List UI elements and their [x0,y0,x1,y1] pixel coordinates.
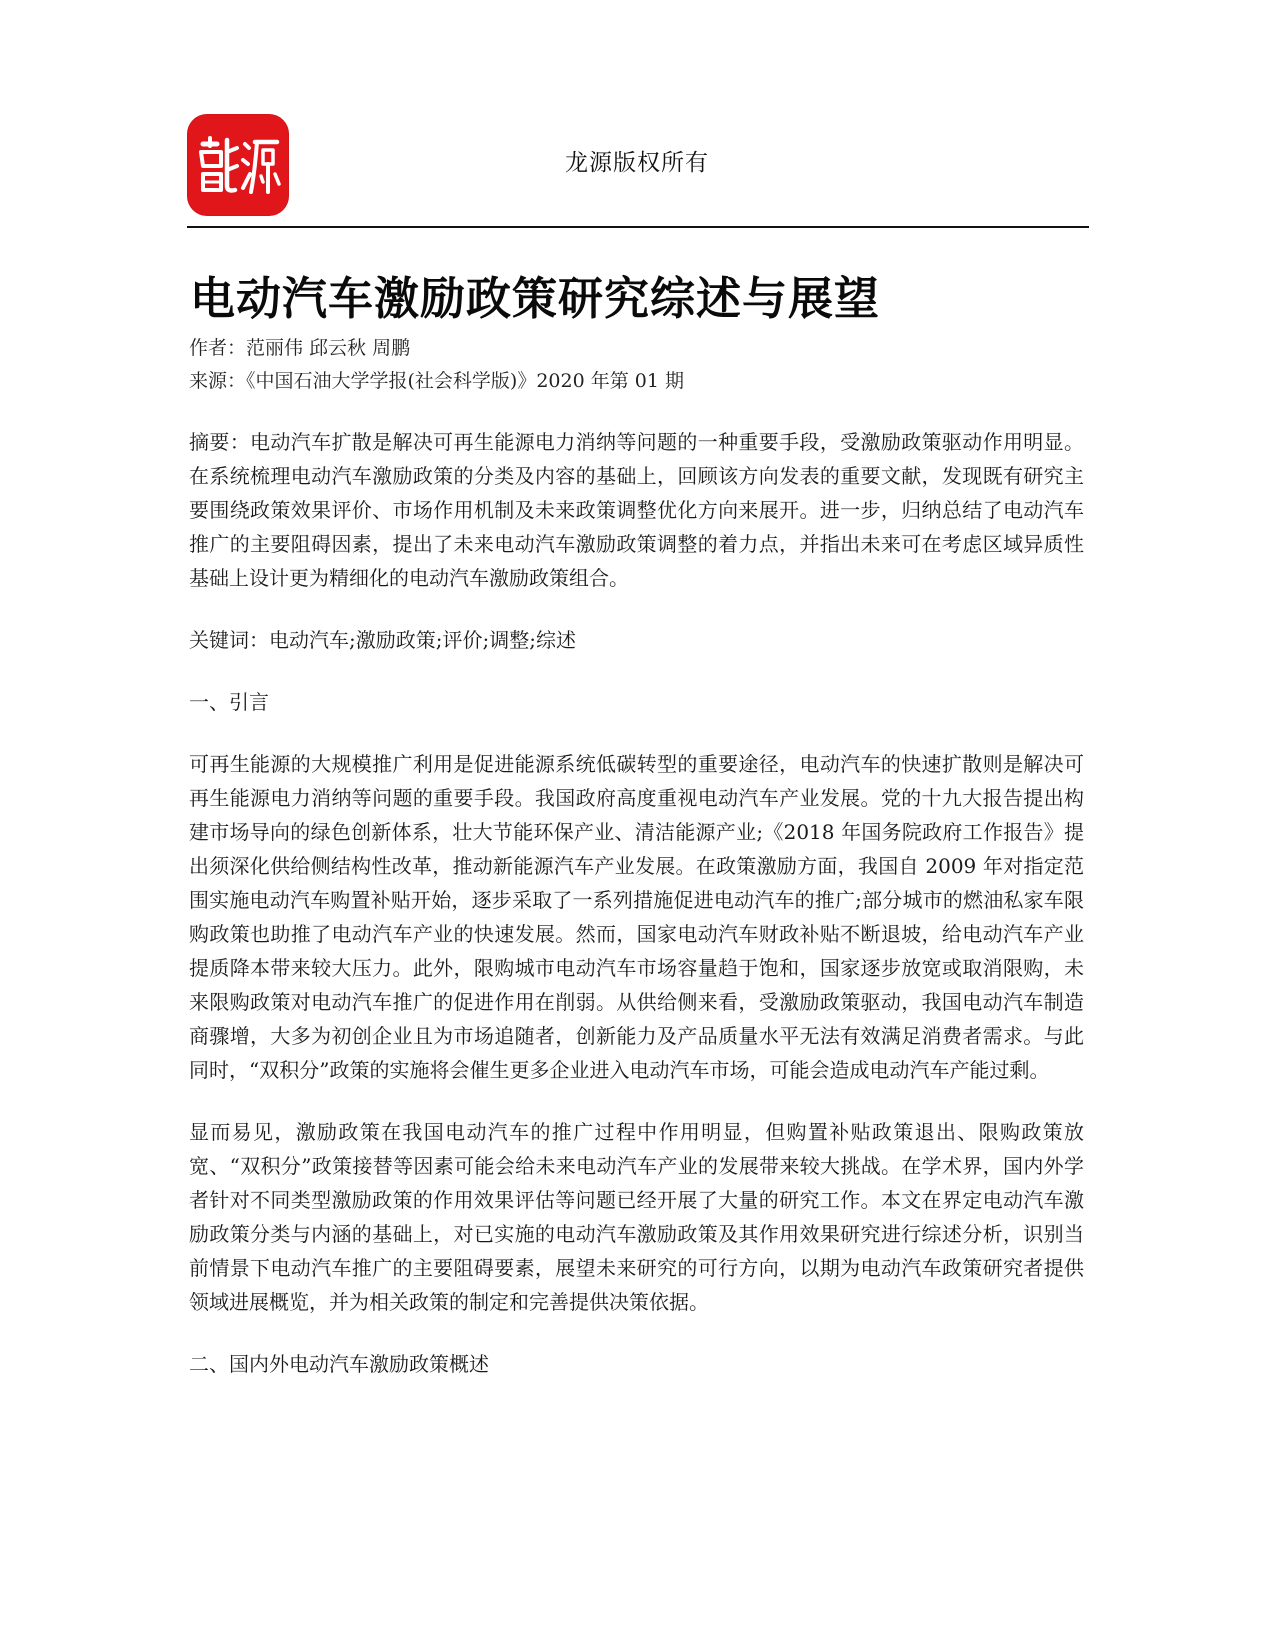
header-divider [187,226,1089,228]
section-heading-introduction: 一、引言 [189,690,269,714]
abstract-paragraph: 摘要：电动汽车扩散是解决可再生能源电力消纳等问题的一种重要手段，受激励政策驱动作用明显。在系统梳理电动汽车激励政策的分类及内容的基础上，回顾该方向发表的重要文献，发现既有研究主要围绕政策效果评价、市场作用机制及未来政策调整优化方向来展开。进一步，归纳总结了电动汽车推广的主要阻碍因素，提出了未来电动汽车激励政策调整的着力点，并指出未来可在考虑区域异质性基础上设计更为精细化的电动汽车激励政策组合。 [189,430,1084,590]
body-paragraph: 显而易见，激励政策在我国电动汽车的推广过程中作用明显，但购置补贴政策退出、限购政策放宽、“双积分”政策接替等因素可能会给未来电动汽车产业的发展带来较大挑战。在学术界，国内外学者针对不同类型激励政策的作用效果评估等问题已经开展了大量的研究工作。本文在界定电动汽车激励政策分类与内涵的基础上，对已实施的电动汽车激励政策及其作用效果研究进行综述分析，识别当前情景下电动汽车推广的主要阻碍要素，展望未来研究的可行方向，以期为电动汽车政策研究者提供领域进展概览，并为相关政策的制定和完善提供决策依据。 [189,1120,1084,1314]
section-heading-policy-overview: 二、国内外电动汽车激励政策概述 [189,1352,489,1376]
keywords-line: 关键词：电动汽车;激励政策;评价;调整;综述 [189,628,576,652]
longyuan-logo-icon [187,114,289,216]
article-title: 电动汽车激励政策研究综述与展望 [190,272,881,325]
copyright-header: 龙源版权所有 [565,150,709,176]
body-paragraph: 可再生能源的大规模推广利用是促进能源系统低碳转型的重要途径，电动汽车的快速扩散则是解决可再生能源电力消纳等问题的重要手段。我国政府高度重视电动汽车产业发展。党的十九大报告提出构建市场导向的绿色创新体系，壮大节能环保产业、清洁能源产业;《2018 年国务院政府工作报告》提出须深化供给侧结构性改革，推动新能源汽车产业发展。在政策激励方面，我国自 2009 年对指定范围实施电动汽车购置补贴开始，逐步采取了一系列措施促进电动汽车的推广;部分城市的燃油私家车限购政策也助推了电动汽车产业的快速发展。然而，国家电动汽车财政补贴不断退坡，给电动汽车产业提质降本带来较大压力。此外，限购城市电动汽车市场容量趋于饱和，国家逐步放宽或取消限购，未来限购政策对电动汽车推广的促进作用在削弱。从供给侧来看，受激励政策驱动，我国电动汽车制造商骤增，大多为初创企业且为市场追随者，创新能力及产品质量水平无法有效满足消费者需求。与此同时，“双积分”政策的实施将会催生更多企业进入电动汽车市场，可能会造成电动汽车产能过剩。 [189,752,1084,1082]
article-source: 来源：《中国石油大学学报(社会科学版)》2020 年第 01 期 [189,370,684,392]
longyuan-logo-glyph [193,130,283,200]
article-body [189,425,1084,1409]
article-authors: 作者：范丽伟 邱云秋 周鹏 [189,337,411,359]
